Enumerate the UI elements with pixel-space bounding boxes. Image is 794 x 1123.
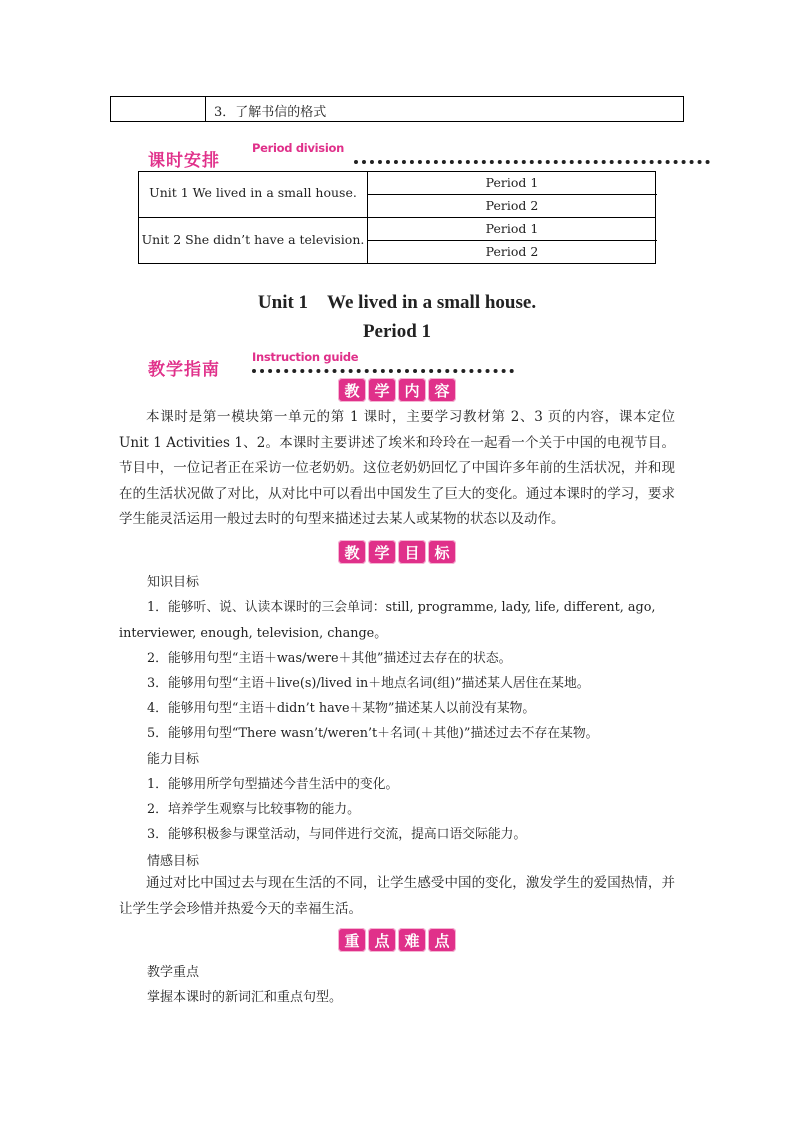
badge-char: 内 (398, 378, 426, 402)
badge-char: 学 (368, 378, 396, 402)
instruction-guide-header (148, 350, 710, 380)
badge-char: 容 (428, 378, 456, 402)
key-points-label: 教学重点 (147, 965, 200, 980)
unit-cell: Unit 1 We lived in a small house. (149, 185, 357, 200)
knowledge-item-1-cont: interviewer, enough, television, change。 (119, 626, 388, 641)
emotion-goals-label: 情感目标 (147, 854, 200, 869)
teaching-content-badge (338, 378, 456, 402)
top-table-empty-cell (111, 97, 206, 121)
knowledge-item-4: 4．能够用句型“主语＋didn’t have＋某物”描述某人以前没有某物。 (147, 701, 536, 716)
period-division-en: Period division (252, 141, 344, 155)
ability-item-1: 1．能够用所学句型描述今昔生活中的变化。 (147, 777, 399, 792)
badge-char: 点 (428, 928, 456, 952)
key-points-text: 掌握本课时的新词汇和重点句型。 (147, 990, 343, 1005)
emotion-paragraph: 通过对比中国过去与现在生活的不同，让学生感受中国的变化，激发学生的爱国热情，并让学生学会珍惜并热爱今天的幸福生活。 (119, 875, 675, 917)
period-table (138, 171, 656, 264)
period-cell: Period 1 (485, 221, 539, 236)
badge-char: 学 (368, 540, 396, 564)
instruction-guide-cn: 教学指南 (148, 360, 220, 380)
period-cell: Period 2 (485, 244, 539, 259)
ability-item-2: 2．培养学生观察与比较事物的能力。 (147, 802, 360, 817)
top-table-text: 3．了解书信的格式 (214, 105, 327, 120)
teaching-goals-badge (338, 540, 456, 564)
table-divider (139, 217, 655, 218)
period-division-cn: 课时安排 (148, 151, 220, 171)
dotted-divider (354, 160, 710, 164)
key-points-badge (338, 928, 456, 952)
period-cell: Period 1 (485, 175, 539, 190)
period-title: Period 1 (362, 321, 432, 342)
badge-char: 教 (338, 540, 366, 564)
ability-goals-label: 能力目标 (147, 752, 200, 767)
badge-char: 教 (338, 378, 366, 402)
ability-item-3: 3．能够积极参与课堂活动，与同伴进行交流，提高口语交际能力。 (147, 827, 527, 842)
badge-char: 难 (398, 928, 426, 952)
unit-title: Unit 1 We lived in a small house. (257, 292, 537, 313)
badge-char: 点 (368, 928, 396, 952)
period-division-header (148, 141, 710, 171)
knowledge-item-5: 5．能够用句型“There wasn’t/weren’t＋名词(＋其他)”描述过去不存在某物。 (147, 726, 599, 741)
dotted-divider (252, 369, 514, 373)
knowledge-goals-label: 知识目标 (147, 575, 200, 590)
unit-cell: Unit 2 She didn’t have a television. (141, 232, 365, 247)
content-paragraph: 本课时是第一模块第一单元的第 1 课时，主要学习教材第 2、3 页的内容，课本定位 Unit 1 Activities 1、2。本课时主要讲述了埃米和玲玲在一起看一个关于中国的电视节目。节目中，一位记者正在采访一位老奶奶。这位老奶奶回忆了中国许多年前的生活状况，并和现在的生活状况做了对比，从对比中可以看出中国发生了巨大的变化。通过本课时的学习，要求学生能灵活运用一般过去时的句型来描述过去某人或某物的状态以及动作。 (119, 409, 675, 527)
top-table (110, 96, 684, 122)
table-divider (367, 194, 657, 195)
period-cell: Period 2 (485, 198, 539, 213)
table-divider (367, 240, 657, 241)
badge-char: 标 (428, 540, 456, 564)
knowledge-item-3: 3．能够用句型“主语＋live(s)/lived in＋地点名词(组)”描述某人居住在某地。 (147, 676, 590, 691)
knowledge-item-2: 2．能够用句型“主语＋was/were＋其他”描述过去存在的状态。 (147, 651, 512, 666)
badge-char: 重 (338, 928, 366, 952)
instruction-guide-en: Instruction guide (252, 350, 359, 364)
badge-char: 目 (398, 540, 426, 564)
knowledge-item-1: 1．能够听、说、认读本课时的三会单词：still, programme, lady, life, different, ago, (147, 600, 656, 615)
